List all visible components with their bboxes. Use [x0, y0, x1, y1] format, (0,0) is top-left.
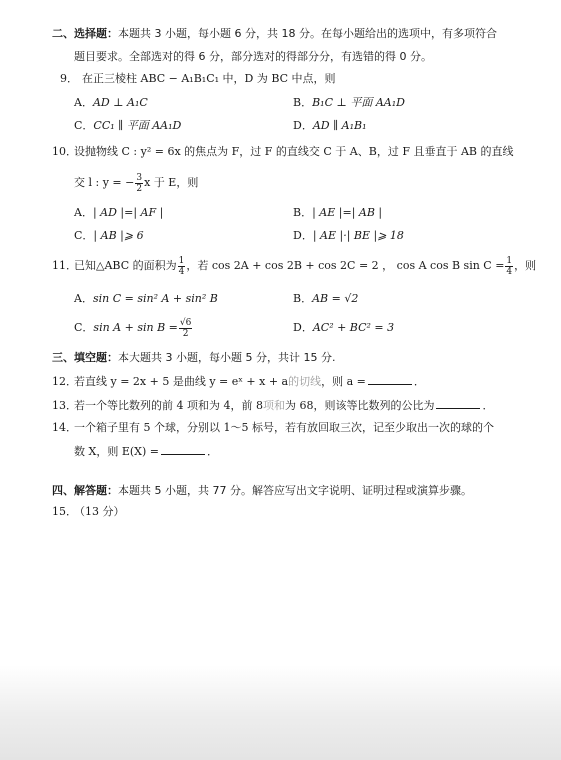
q15-number: 15．	[52, 505, 77, 518]
q12-line: 12．若直线 y = 2x + 5 是曲线 y = eˣ + x + a的切线，则 a = ．	[52, 375, 425, 388]
q11-option-d: D．AC² + BC² = 3	[293, 321, 395, 334]
q9-number: 9．	[60, 72, 78, 85]
q10-number: 10．	[52, 145, 77, 158]
section2-line2	[74, 50, 432, 64]
q10-stem-line2	[74, 172, 198, 194]
section4-line	[52, 484, 472, 498]
q14-line1: 14．一个箱子里有 5 个球，分别以 1～5 标号，若有放回取三次，记至少取出一次的球的个	[52, 421, 494, 434]
q10-stem2-post: x 于 E，则	[144, 176, 199, 189]
q9-option-a: A．AD ⊥ A₁C	[74, 96, 148, 109]
q11-option-a: A．sin C = sin² A + sin² B	[74, 292, 218, 305]
q15-points: （13 分）	[74, 505, 125, 518]
q11-option-b: B．AB = √2	[293, 292, 359, 305]
q9-option-c: C．CC₁ ∥ 平面 AA₁D	[74, 119, 182, 132]
q9-stem: 在正三棱柱 ABC − A₁B₁C₁ 中，D 为 BC 中点，则	[82, 72, 336, 85]
section4-heading: 四、解答题：	[52, 484, 118, 497]
q13-number: 13．	[52, 399, 77, 412]
bottom-shadow	[0, 665, 561, 760]
q11-stem-mid: ，若 cos 2A + cos 2B + cos 2C = 2 ， cos A cos B sin C =	[186, 259, 505, 272]
q11-fraction-1: $\frac{1}{4}$	[178, 255, 185, 277]
section2-text2: 题目要求。全部选对的得 6 分，部分选对的得部分分，有选错的得 0 分。	[74, 50, 432, 63]
q10-stem-line1	[52, 145, 513, 159]
section3-line	[52, 351, 335, 365]
q11-stem-post: ，则	[514, 259, 537, 272]
q13-answer-blank[interactable]	[436, 398, 480, 409]
q11-fraction-2: $\frac{1}{4}$	[506, 255, 513, 277]
section2-heading: 二、选择题：	[52, 27, 118, 40]
q10-stem1: 设抛物线 C : y² = 6x 的焦点为 F，过 F 的直线交 C 于 A、B，过 F 且垂直于 AB 的直线	[74, 145, 514, 158]
q15-line	[52, 505, 125, 519]
section4-text: 本题共 5 小题，共 77 分。解答应写出文字说明、证明过程或演算步骤。	[118, 484, 472, 497]
q10-stem2-pre: 交 l : y = −	[74, 176, 135, 189]
section3-text: 本大题共 3 小题，每小题 5 分，共计 15 分.	[118, 351, 336, 364]
q11-number: 11．	[52, 259, 77, 272]
q11-stem-pre: 已知△ABC 的面积为	[74, 259, 177, 272]
section2-line1	[52, 27, 497, 41]
q9-option-b: B．B₁C ⊥ 平面 AA₁D	[293, 96, 405, 109]
q11-stem-line	[52, 255, 536, 277]
q14-answer-blank[interactable]	[161, 444, 205, 455]
q12-answer-blank[interactable]	[368, 374, 412, 385]
q10-option-c: C．| AB |⩾ 6	[74, 229, 144, 242]
q13-line: 13．若一个等比数列的前 4 项和为 4，前 8项和为 68，则该等比数列的公比为 ．	[52, 399, 494, 412]
q11-option-c-fraction: $\frac{√6}{2}$	[179, 317, 192, 339]
q10-fraction: $\frac{3}{2}$	[136, 172, 143, 194]
q9-option-d: D．AD ∥ A₁B₁	[293, 119, 367, 132]
q11-option-c: C．sin A + sin B = $\frac{√6}{2}$	[74, 317, 192, 339]
section3-heading: 三、填空题：	[52, 351, 118, 364]
q10-option-b: B．| AE |=| AB |	[293, 206, 383, 219]
q12-number: 12．	[52, 375, 77, 388]
section2-text1: 本题共 3 小题，每小题 6 分，共 18 分。在每小题给出的选项中，有多项符合	[118, 27, 497, 40]
q10-option-d: D．| AE |·| BE |⩾ 18	[293, 229, 404, 242]
q10-option-a: A．| AD |=| AF |	[74, 206, 164, 219]
q14-line2: 数 X，则 E(X) = ．	[74, 445, 218, 458]
q14-number: 14．	[52, 421, 77, 434]
q9-stem-line	[60, 72, 336, 86]
